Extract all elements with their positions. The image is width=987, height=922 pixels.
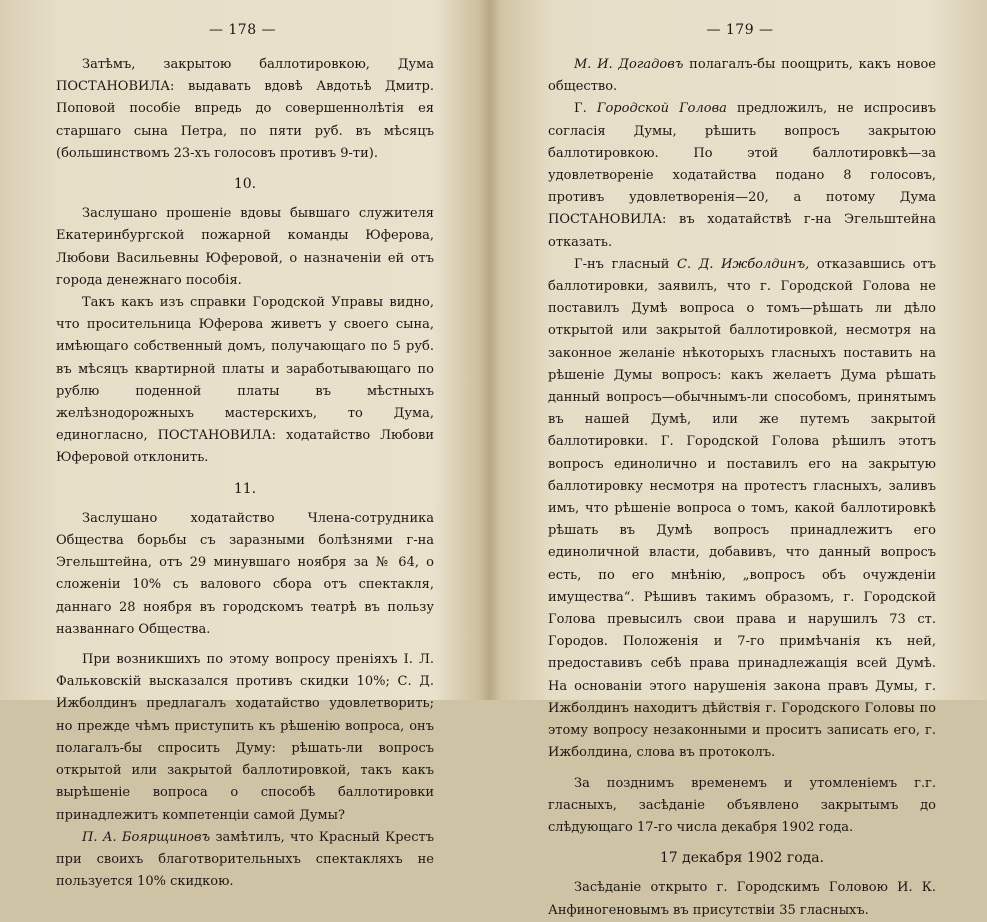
paragraph [548, 254, 936, 765]
speaker-name: П. А. Боярщиновъ [82, 829, 211, 845]
paragraph-text: замѣтилъ, что Красный Крестъ при своихъ благотворительныхъ спектакляхъ не пользуется 10% скидкою. [56, 829, 434, 890]
paragraph-text: Г. [574, 101, 597, 117]
section-number: 11. [233, 480, 257, 497]
date-heading: 17 декабря 1902 года. [659, 850, 825, 867]
page-number: — 179 — [706, 22, 774, 38]
page-text-column [548, 54, 936, 922]
section-number: 10. [233, 176, 257, 193]
paragraph-text: предложилъ, не испросивъ согласія Думы, рѣшить вопросъ закрытою баллотировкою. По этой баллотировкѣ—за удовлетвореніе ходатайства подано 8 голосовъ, противъ удовлетворенія—20, а потому Дума ПОСТАНОВИЛА: въ ходатайствѣ г-на Эгельштейна отказать. [548, 101, 936, 250]
paragraph-text: Г-нъ гласный [574, 256, 678, 272]
paragraph [548, 98, 936, 253]
speaker-name: Городской Голова [596, 101, 727, 117]
page-number: — 178 — [208, 22, 277, 38]
paragraph [548, 54, 936, 98]
paragraph-text: отказавшись отъ баллотировки, заявилъ, что г. Городской Голова не поставилъ Думѣ вопроса о томъ—рѣшать ли дѣло открытой или закрытой баллотировкой, несмотря на законное желаніе нѣкоторыхъ гласныхъ поставить на рѣшеніе Думы вопросъ: какъ желаетъ Дума рѣшать данный вопросъ—обычнымъ-ли способомъ, принятымъ въ нашей Думѣ, или же путемъ закрытой баллотировки. Г. Городской Голова рѣшилъ этотъ вопросъ единолично и поставилъ его на закрытую баллотировку несмотря на протестъ гласныхъ, заливъ имъ, что рѣшеніе вопроса о томъ, какой баллотировкѣ рѣшать въ Думѣ вопросъ принадлежитъ его единоличной власти, добавивъ, что данный вопросъ есть, по его мнѣнію, „вопросъ объ очужденіи имущества“. Рѣшивъ такимъ образомъ, г. Городской Голова превысилъ свои права и нарушилъ 73 ст. Городов. Положенія и 7-го примѣчанія къ ней, предоставивъ себѣ права принадлежащія всей Думѣ. На основаніи этого нарушенія закона правъ Думы, г. Ижболдинъ находитъ дѣйствія г. Городского Головы по этому вопросу незаконными и проситъ записать его, г. Ижболдина, слова въ протоколъ. [548, 256, 937, 761]
speaker-name: М. И. Догадовъ [574, 57, 684, 72]
paragraph: Заслушано ходатайство Члена-сотрудника Общества борьбы съ заразными болѣзнями г-на Эгельштейна, отъ 29 минувшаго ноября за № 64, о сложеніи 10% съ валового сбора отъ спектакля, даннаго 28 ноября въ городскомъ театрѣ въ пользу названнаго Общества. [56, 510, 434, 637]
speaker-name: С. Д. Ижболдинъ, [677, 256, 810, 272]
right-page [493, 0, 987, 918]
paragraph: Затѣмъ, закрытою баллотировкою, Дума ПОСТАНОВИЛА: выдавать вдовѣ Авдотьѣ Дмитр. Поповой пособіе впредь до совершеннолѣтія ея старшаго сына Петра, по пяти руб. въ мѣсяцъ (большинствомъ 23-хъ голосовъ противъ 9-ти). [56, 57, 434, 161]
paragraph [56, 827, 434, 894]
paragraph-text: полагалъ-бы поощрить, какъ новое общество. [548, 57, 936, 95]
paragraph: Засѣданіе открыто г. Городскимъ Головою И. К. Анфиногеновымъ въ присутствіи 35 гласныхъ. [548, 880, 936, 918]
paragraph: Такъ какъ изъ справки Городской Управы видно, что просительница Юферова живетъ у своего сына, имѣющаго собственный домъ, получающаго по 5 руб. въ мѣсяцъ квартирной платы и заработывающаго по рублю поденной платы въ мѣстныхъ желѣзнодорожныхъ мастерскихъ, то Дума, единогласно, ПОСТАНОВИЛА: ходатайство Любови Юферовой отклонить. [56, 295, 434, 466]
paragraph: За позднимъ временемъ и утомленіемъ г.г. гласныхъ, засѣданіе объявлено закрытымъ до слѣдующаго 17-го числа декабря 1902 года. [548, 775, 936, 835]
paragraph: При возникшихъ по этому вопросу преніяхъ І. Л. Фальковскій высказался противъ скидки 10%; С. Д. Ижболдинъ предлагалъ ходатайство удовлетворить; но прежде чѣмъ приступить къ рѣшенію вопроса, онъ полагалъ-бы спросить Думу: рѣшать-ли вопросъ открытой или закрытой баллотировкой, такъ какъ вырѣшеніе вопроса о способѣ баллотировки принадлежитъ компетенціи самой Думы? [56, 652, 434, 823]
paragraph: Заслушано прошеніе вдовы бывшаго служителя Екатеринбургской пожарной команды Юферова, Любови Васильевны Юферовой, о назначеніи ей отъ города денежнаго пособія. [56, 206, 434, 288]
left-page [0, 0, 485, 890]
page-text-column [56, 54, 434, 893]
